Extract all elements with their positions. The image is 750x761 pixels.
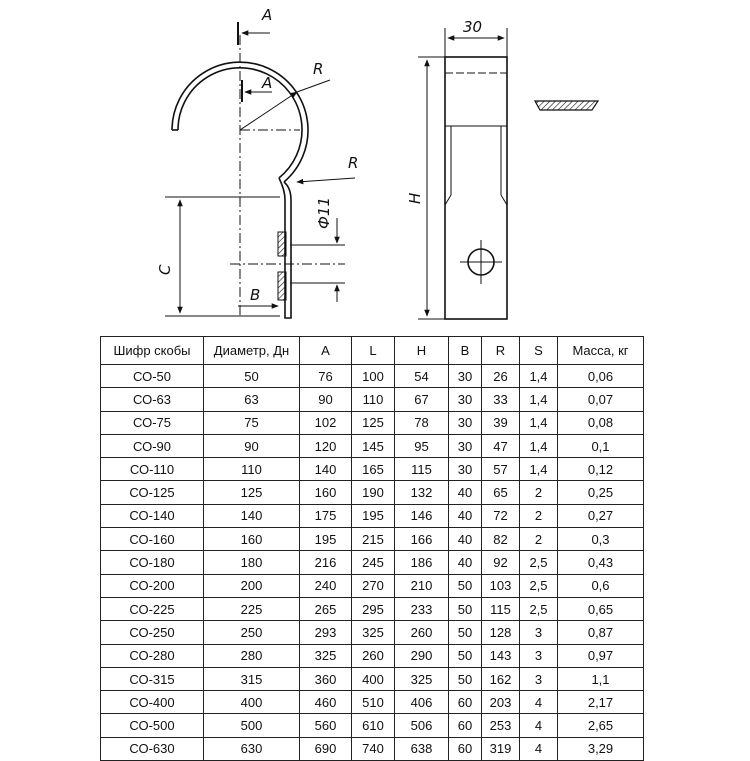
table-cell: 90 xyxy=(204,434,300,457)
table-cell: 2,17 xyxy=(558,691,644,714)
dimension-hole xyxy=(290,218,345,302)
table-cell: 293 xyxy=(300,621,352,644)
table-cell: 245 xyxy=(352,551,395,574)
table-cell: 140 xyxy=(300,458,352,481)
table-cell: 26 xyxy=(482,365,520,388)
table-cell: 3,29 xyxy=(558,737,644,760)
table-cell: 47 xyxy=(482,434,520,457)
section-profile xyxy=(535,101,598,110)
table-cell: 260 xyxy=(395,621,449,644)
table-cell: 295 xyxy=(352,597,395,620)
technical-drawing xyxy=(0,0,750,335)
table-cell: 1,4 xyxy=(520,411,558,434)
table-cell: 560 xyxy=(300,714,352,737)
table-cell: 165 xyxy=(352,458,395,481)
table-cell: 2 xyxy=(520,528,558,551)
table-cell: 325 xyxy=(352,621,395,644)
table-cell: 186 xyxy=(395,551,449,574)
table-cell: 0,87 xyxy=(558,621,644,644)
table-cell: 506 xyxy=(395,714,449,737)
label-h: H xyxy=(406,192,424,204)
table-cell: 2,5 xyxy=(520,597,558,620)
table-cell: 50 xyxy=(204,365,300,388)
table-row xyxy=(101,551,644,574)
table-cell: 195 xyxy=(300,528,352,551)
table-cell: 0,1 xyxy=(558,434,644,457)
table-cell: 2,5 xyxy=(520,551,558,574)
table-cell: 50 xyxy=(449,644,482,667)
table-row xyxy=(101,504,644,527)
table-cell: 50 xyxy=(449,597,482,620)
table-cell: 120 xyxy=(300,434,352,457)
table-cell: 166 xyxy=(395,528,449,551)
table-row xyxy=(101,691,644,714)
table-cell: 2 xyxy=(520,504,558,527)
table-cell: 406 xyxy=(395,691,449,714)
table-cell: 2 xyxy=(520,481,558,504)
table-cell: 195 xyxy=(352,504,395,527)
table-cell: 2,5 xyxy=(520,574,558,597)
table-cell: 203 xyxy=(482,691,520,714)
table-cell: СО-50 xyxy=(101,365,204,388)
column-header: R xyxy=(482,337,520,365)
table-cell: 60 xyxy=(449,691,482,714)
table-cell: СО-400 xyxy=(101,691,204,714)
table-cell: 400 xyxy=(352,667,395,690)
table-cell: 40 xyxy=(449,504,482,527)
table-cell: 60 xyxy=(449,737,482,760)
label-hole: Ф11 xyxy=(315,197,333,229)
table-cell: 50 xyxy=(449,574,482,597)
table-cell: 50 xyxy=(449,667,482,690)
table-cell: 225 xyxy=(204,597,300,620)
table-cell: 200 xyxy=(204,574,300,597)
table-cell: СО-75 xyxy=(101,411,204,434)
table-cell: 253 xyxy=(482,714,520,737)
table-cell: 0,43 xyxy=(558,551,644,574)
table-cell: 67 xyxy=(395,388,449,411)
table-cell: 40 xyxy=(449,551,482,574)
table-cell: 360 xyxy=(300,667,352,690)
table-cell: 146 xyxy=(395,504,449,527)
table-cell: 1,4 xyxy=(520,458,558,481)
table-cell: 3 xyxy=(520,621,558,644)
table-cell: 500 xyxy=(204,714,300,737)
table-cell: 1,4 xyxy=(520,434,558,457)
table-cell: 0,08 xyxy=(558,411,644,434)
label-c: C xyxy=(156,264,174,275)
table-row xyxy=(101,644,644,667)
table-cell: СО-225 xyxy=(101,597,204,620)
table-cell: 610 xyxy=(352,714,395,737)
table-cell: 160 xyxy=(300,481,352,504)
table-cell: 100 xyxy=(352,365,395,388)
table-cell: 143 xyxy=(482,644,520,667)
table-cell: 0,06 xyxy=(558,365,644,388)
table-cell: 260 xyxy=(352,644,395,667)
table-row xyxy=(101,434,644,457)
table-cell: 180 xyxy=(204,551,300,574)
column-header: Масса, кг xyxy=(558,337,644,365)
hatched-section-lower xyxy=(278,272,286,300)
table-cell: СО-125 xyxy=(101,481,204,504)
table-cell: 216 xyxy=(300,551,352,574)
table-row xyxy=(101,737,644,760)
table-cell: 145 xyxy=(352,434,395,457)
table-cell: 82 xyxy=(482,528,520,551)
table-cell: СО-630 xyxy=(101,737,204,760)
table-cell: 630 xyxy=(204,737,300,760)
table-cell: 175 xyxy=(300,504,352,527)
table-cell: 0,12 xyxy=(558,458,644,481)
label-r-outer: R xyxy=(313,60,324,78)
table-cell: 132 xyxy=(395,481,449,504)
table-cell: 319 xyxy=(482,737,520,760)
clamp-front-view xyxy=(445,57,507,319)
specification-table xyxy=(100,336,644,761)
table-row xyxy=(101,365,644,388)
table-cell: СО-200 xyxy=(101,574,204,597)
column-header: B xyxy=(449,337,482,365)
table-cell: 162 xyxy=(482,667,520,690)
table-cell: 400 xyxy=(204,691,300,714)
table-cell: СО-140 xyxy=(101,504,204,527)
table-cell: 280 xyxy=(204,644,300,667)
table-cell: 110 xyxy=(352,388,395,411)
table-cell: 30 xyxy=(449,365,482,388)
table-cell: 250 xyxy=(204,621,300,644)
table-cell: 1,4 xyxy=(520,388,558,411)
table-cell: 92 xyxy=(482,551,520,574)
table-cell: СО-280 xyxy=(101,644,204,667)
center-lines xyxy=(230,35,345,315)
column-header: A xyxy=(300,337,352,365)
table-cell: 0,3 xyxy=(558,528,644,551)
table-cell: 0,25 xyxy=(558,481,644,504)
column-header: Шифр скобы xyxy=(101,337,204,365)
table-cell: СО-180 xyxy=(101,551,204,574)
table-cell: 57 xyxy=(482,458,520,481)
table-cell: 290 xyxy=(395,644,449,667)
table-cell: 270 xyxy=(352,574,395,597)
table-cell: 510 xyxy=(352,691,395,714)
table-cell: 125 xyxy=(352,411,395,434)
table-cell: 63 xyxy=(204,388,300,411)
table-cell: 72 xyxy=(482,504,520,527)
table-cell: 128 xyxy=(482,621,520,644)
table-row xyxy=(101,481,644,504)
table-row xyxy=(101,667,644,690)
table-cell: СО-160 xyxy=(101,528,204,551)
table-cell: 78 xyxy=(395,411,449,434)
table-cell: 60 xyxy=(449,714,482,737)
table-cell: 4 xyxy=(520,691,558,714)
table-cell: 50 xyxy=(449,621,482,644)
table-row xyxy=(101,574,644,597)
table-cell: 1,4 xyxy=(520,365,558,388)
table-cell: 4 xyxy=(520,714,558,737)
table-cell: 54 xyxy=(395,365,449,388)
table-cell: 40 xyxy=(449,528,482,551)
table-cell: 30 xyxy=(449,458,482,481)
table-cell: 315 xyxy=(204,667,300,690)
table-cell: 30 xyxy=(449,411,482,434)
dimension-h xyxy=(418,57,445,319)
table-cell: 460 xyxy=(300,691,352,714)
hatched-section-upper xyxy=(278,232,286,256)
table-cell: 33 xyxy=(482,388,520,411)
table-cell: 265 xyxy=(300,597,352,620)
hole-center-mark xyxy=(460,240,502,284)
column-header: L xyxy=(352,337,395,365)
table-cell: 3 xyxy=(520,644,558,667)
table-row xyxy=(101,388,644,411)
table-cell: 115 xyxy=(395,458,449,481)
column-header: H xyxy=(395,337,449,365)
table-cell: 325 xyxy=(300,644,352,667)
table-cell: 0,27 xyxy=(558,504,644,527)
table-cell: 2,65 xyxy=(558,714,644,737)
table-cell: 240 xyxy=(300,574,352,597)
table-row xyxy=(101,714,644,737)
dimension-a-top xyxy=(238,22,270,45)
table-cell: СО-90 xyxy=(101,434,204,457)
table-row xyxy=(101,528,644,551)
table-cell: 76 xyxy=(300,365,352,388)
table-cell: 210 xyxy=(395,574,449,597)
table-cell: 0,97 xyxy=(558,644,644,667)
table-cell: 190 xyxy=(352,481,395,504)
table-cell: СО-63 xyxy=(101,388,204,411)
table-cell: 39 xyxy=(482,411,520,434)
table-cell: 103 xyxy=(482,574,520,597)
table-cell: 0,6 xyxy=(558,574,644,597)
table-cell: 233 xyxy=(395,597,449,620)
table-cell: 0,07 xyxy=(558,388,644,411)
table-cell: 215 xyxy=(352,528,395,551)
table-cell: 30 xyxy=(449,434,482,457)
table-cell: 1,1 xyxy=(558,667,644,690)
table-row xyxy=(101,621,644,644)
column-header: S xyxy=(520,337,558,365)
table-cell: 3 xyxy=(520,667,558,690)
table-cell: 4 xyxy=(520,737,558,760)
table-cell: 0,65 xyxy=(558,597,644,620)
table-cell: 740 xyxy=(352,737,395,760)
label-a-inner: A xyxy=(262,74,273,92)
table-cell: СО-500 xyxy=(101,714,204,737)
table-cell: 690 xyxy=(300,737,352,760)
table-row xyxy=(101,458,644,481)
label-width: 30 xyxy=(463,18,483,36)
table-cell: 65 xyxy=(482,481,520,504)
clamp-side-view xyxy=(172,62,308,318)
table-cell: 75 xyxy=(204,411,300,434)
table-row xyxy=(101,597,644,620)
table-cell: 30 xyxy=(449,388,482,411)
table-cell: СО-110 xyxy=(101,458,204,481)
table-cell: СО-315 xyxy=(101,667,204,690)
table-cell: СО-250 xyxy=(101,621,204,644)
dimension-c xyxy=(165,197,280,316)
table-cell: 110 xyxy=(204,458,300,481)
table-cell: 95 xyxy=(395,434,449,457)
dimension-r-bend xyxy=(297,178,355,182)
table-cell: 115 xyxy=(482,597,520,620)
table-cell: 125 xyxy=(204,481,300,504)
label-a-top: A xyxy=(262,6,273,24)
table-cell: 325 xyxy=(395,667,449,690)
table-header-row xyxy=(101,337,644,365)
column-header: Диаметр, Дн xyxy=(204,337,300,365)
table-row xyxy=(101,411,644,434)
label-b: B xyxy=(250,286,261,304)
label-r-bend: R xyxy=(348,154,359,172)
table-cell: 638 xyxy=(395,737,449,760)
table-cell: 140 xyxy=(204,504,300,527)
table-cell: 160 xyxy=(204,528,300,551)
table-cell: 102 xyxy=(300,411,352,434)
table-cell: 90 xyxy=(300,388,352,411)
table-cell: 40 xyxy=(449,481,482,504)
